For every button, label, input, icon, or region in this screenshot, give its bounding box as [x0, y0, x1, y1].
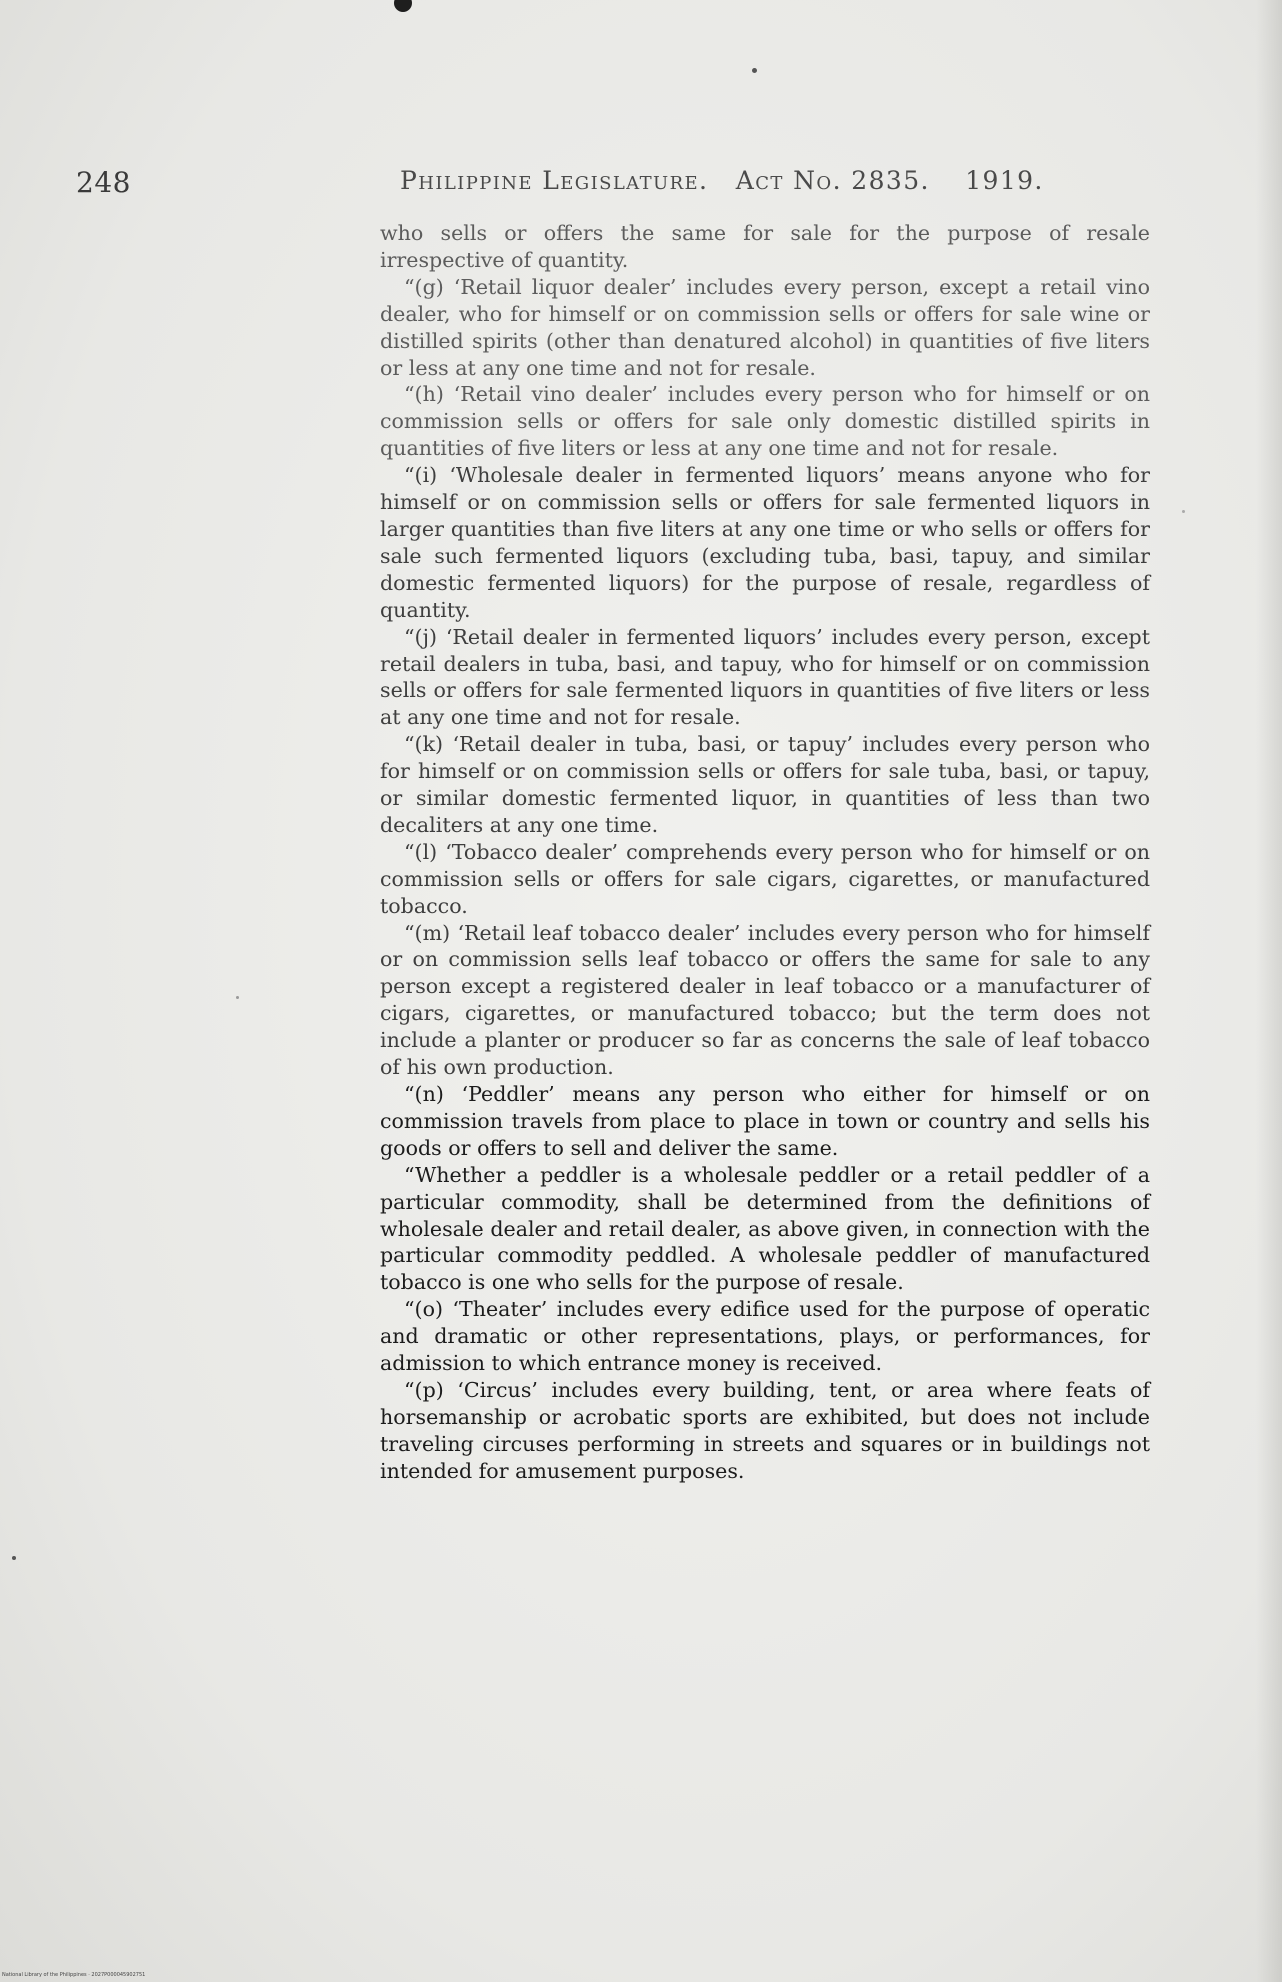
- paragraph-k-retail-dealer-tuba: “(k) ‘Retail dealer in tuba, basi, or tapuy’ includes every person who for himself or on commission sells or offers for sale tuba, basi, or tapuy, or similar domestic fermented liquor, in quantities of less than two decaliters at any one time.: [380, 732, 1150, 837]
- paragraph-g-retail-liquor-dealer: “(g) ‘Retail liquor dealer’ includes every person, except a retail vino dealer, who for himself or on commission sells or offers for sale wine or distilled spirits (other than denatured alcohol) in quantities of five liters or less at any one time and not for resale.: [380, 274, 1150, 380]
- paragraph-o-theater: “(o) ‘Theater’ includes every edifice used for the purpose of operatic and dramatic or other representations, plays, or performances, for admission to which entrance money is received.: [380, 1297, 1150, 1376]
- paragraph-m-retail-leaf-tobacco: “(m) ‘Retail leaf tobacco dealer’ includes every person who for himself or on commission sells leaf tobacco or offers the same for sale to any person except a registered dealer in leaf tobacco or a manufacturer of cigars, cigarettes, or manufactured tobacco; but the term does not include a planter or producer so far as concerns the sale of leaf tobacco of his own production.: [380, 920, 1150, 1080]
- running-head: [400, 166, 1120, 195]
- body-text: [380, 220, 1150, 1485]
- paragraph-i-wholesale-dealer: “(i) ‘Wholesale dealer in fermented liquors’ means anyone who for himself or on commission sells or offers for sale fermented liquors in larger quantities than five liters at any one time or who sells or offers for sale such fermented liquors (excluding tuba, basi, tapuy, and similar domestic fermented liquors) for the purpose of resale, regardless of quantity.: [380, 463, 1150, 622]
- dust-speck: [12, 1556, 16, 1560]
- dust-speck: [236, 996, 239, 999]
- dust-speck: [752, 68, 757, 73]
- scan-credit: National Library of the Philippines · 2027P000045902751: [2, 1972, 146, 1978]
- paragraph-l-tobacco-dealer: “(l) ‘Tobacco dealer’ comprehends every person who for himself or on commission sells or offers for sale cigars, cigarettes, or manufactured tobacco.: [380, 839, 1150, 918]
- paragraph-peddler-definition: “Whether a peddler is a wholesale peddler or a retail peddler of a particular commodity, shall be determined from the definitions of wholesale dealer and retail dealer, as above given, in connection with the particular commodity peddled. A wholesale peddler of manufactured tobacco is one who sells for the purpose of resale.: [380, 1162, 1150, 1295]
- running-title: Philippine Legislature.: [400, 166, 709, 195]
- dust-speck: [1182, 510, 1185, 513]
- page-edge-shadow: [1256, 0, 1282, 1982]
- paragraph-h-retail-vino-dealer: “(h) ‘Retail vino dealer’ includes every person who for himself or on commission sells or offers for sale only domestic distilled spirits in quantities of five liters or less at any one time and not for resale.: [380, 382, 1150, 461]
- page-number: 248: [76, 166, 131, 199]
- year: 1919.: [965, 166, 1044, 195]
- act-number: Act No. 2835.: [735, 166, 930, 195]
- paragraph-n-peddler: “(n) ‘Peddler’ means any person who either for himself or on commission travels from place to place in town or country and sells his goods or offers to sell and deliver the same.: [380, 1082, 1150, 1160]
- paragraph-j-retail-dealer-fermented: “(j) ‘Retail dealer in fermented liquors’ includes every person, except retail dealers in tuba, basi, and tapuy, who for himself or on commission sells or offers for sale fermented liquors in quantities of five liters or less at any one time and not for resale.: [380, 624, 1150, 730]
- paragraph-p-circus: “(p) ‘Circus’ includes every building, tent, or area where feats of horsemanship or acrobatic sports are exhibited, but does not include traveling circuses performing in streets and squares or in buildings not intended for amusement purposes.: [380, 1377, 1150, 1483]
- binding-hole: [394, 0, 412, 12]
- paragraph-continuation: who sells or offers the same for sale for the purpose of resale irrespective of quantity.: [380, 221, 1150, 272]
